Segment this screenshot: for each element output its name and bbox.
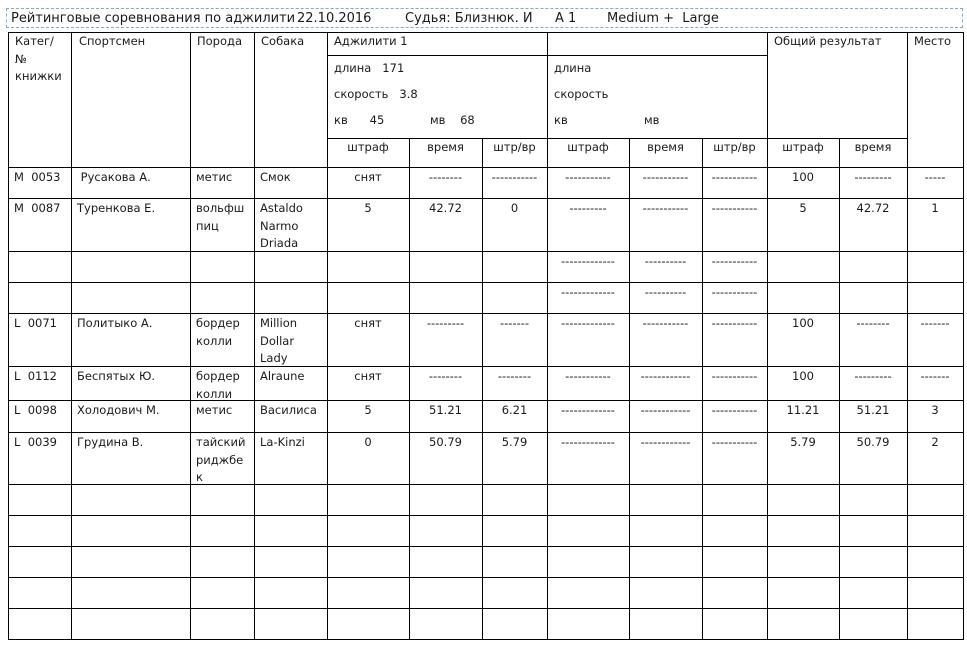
cell-ratio-2: ----------- [711,201,758,215]
cell-breed: вольфш пиц [196,201,245,233]
cell-penalty-2: ------------- [561,316,615,330]
cell-place: ----- [924,170,946,184]
cell-penalty-1: 0 [364,435,372,449]
cell-penalty-2: ------------- [561,403,615,417]
header-breed: Порода [197,34,243,48]
header-penalty-2: штраф [567,140,609,154]
cell-dog: Alraune [260,369,305,383]
cell-category: М 0087 [14,201,61,215]
grid-line [547,32,548,640]
cell-breed: бордер колли [196,369,240,401]
cell-time-1: -------- [428,369,463,383]
cell-penalty-2: --------- [569,201,607,215]
cell-place: ------- [920,316,950,330]
grid-line [8,313,964,314]
header-dog: Собака [261,34,305,48]
cell-time-1: -------- [428,170,463,184]
grid-line [8,167,964,168]
cell-category: L 0039 [14,435,57,449]
grid-line [8,282,964,283]
cell-penalty-1: снят [354,316,382,330]
grid-line [190,32,191,640]
cell-category: L 0112 [14,369,57,383]
header-place: Место [914,34,952,48]
cell-athlete: Русакова А. [77,170,151,184]
cell-category: М 0053 [14,170,61,184]
grid-line [767,32,768,640]
header-time-1: время [427,140,464,154]
grid-line [8,639,964,640]
header-athlete: Спортсмен [79,34,146,48]
header-run2-length: длина [554,61,592,75]
cell-dog: Astaldo Narmo Driada [260,201,303,250]
cell-breed: метис [196,170,233,184]
grid-line [8,432,964,433]
header-ratio-1: штр/вр [493,140,536,154]
cell-penalty-1: 5 [364,201,372,215]
cell-athlete: Политыко А. [77,316,153,330]
cell-ratio-1: 5.79 [501,435,528,449]
cell-time-total: 51.21 [856,403,890,417]
grid-line [8,198,964,199]
cell-place: 2 [931,435,939,449]
cell-penalty-total: 5 [799,201,807,215]
grid-line [8,366,964,367]
cell-ratio-2: ----------- [711,316,758,330]
header-run1-title: Аджилити 1 [334,34,408,48]
cell-time-total: --------- [854,369,892,383]
cell-place: ------- [920,369,950,383]
grid-line [8,546,964,547]
grid-line [907,32,908,640]
header-run1-mv: мв 68 [430,113,475,127]
cell-penalty-1: 5 [364,403,372,417]
cell-ratio-1: 6.21 [501,403,528,417]
cell-place: 1 [931,201,939,215]
header-run2-mv: мв [644,113,660,127]
cell-penalty-total: 100 [792,369,814,383]
cell-penalty-total: 100 [792,170,814,184]
cell-penalty-1: снят [354,170,382,184]
cell-breed: бордер колли [196,316,240,348]
cell-ratio-2: ----------- [711,435,758,449]
cell-time-2: ----------- [642,316,689,330]
cell-time-2: ------------ [640,403,691,417]
cell-athlete: Беспятых Ю. [77,369,156,383]
grid-line [8,32,9,640]
cell-athlete: Холодович М. [77,403,160,417]
cell-penalty-total: 5.79 [790,435,816,449]
cell-time-1: 51.21 [429,403,462,417]
grid-line [8,515,964,516]
judge-name: Судья: Близнюк. И [405,11,533,26]
grid-line [8,400,964,401]
cell-time-total: 50.79 [856,435,890,449]
cell-penalty-2: ------------- [561,285,615,299]
cell-time-1: 42.72 [429,201,462,215]
header-run1-kv: кв 45 [334,113,385,127]
header-penalty-total: штраф [782,140,824,154]
cell-ratio-2: ----------- [711,170,758,184]
cell-dog: Смок [260,170,291,184]
cell-time-1: --------- [426,316,465,330]
cell-dog: Million Dollar Lady [260,316,298,365]
cell-place: 3 [931,403,939,417]
cell-time-2: ---------- [644,254,687,268]
cell-breed: метис [196,403,233,417]
cell-time-total: -------- [856,316,890,330]
cell-ratio-2: ----------- [711,369,758,383]
grid-line [254,32,255,640]
competition-class: А 1 [555,11,577,26]
cell-penalty-2: ----------- [565,369,611,383]
cell-ratio-1: 0 [510,201,519,215]
grid-line [8,251,964,252]
cell-breed: тайский риджбе к [196,435,246,484]
cell-category: L 0098 [14,403,57,417]
cell-time-2: ------------ [640,369,691,383]
cell-time-total: 42.72 [856,201,890,215]
cell-ratio-1: ----------- [491,170,538,184]
header-run1-length: длина 171 [334,61,405,75]
grid-line [327,32,328,640]
header-run2-speed: скорость [554,87,609,101]
grid-line [963,32,964,640]
header-ratio-2: штр/вр [713,140,756,154]
cell-category: L 0071 [14,316,57,330]
cell-time-2: ----------- [642,170,689,184]
cell-time-2: ------------ [640,435,691,449]
cell-ratio-1: ------- [499,316,530,330]
cell-penalty-1: снят [354,369,382,383]
cell-time-total: --------- [854,170,892,184]
cell-ratio-1: -------- [497,369,532,383]
cell-dog: La-Kinzi [260,435,305,449]
header-run2-kv: кв [554,113,568,127]
cell-time-1: 50.79 [429,435,462,449]
cell-athlete: Грудина В. [77,435,144,449]
grid-line [8,608,964,609]
header-time-total: время [854,140,892,154]
grid-line [71,32,72,640]
cell-time-2: ----------- [642,201,689,215]
cell-penalty-2: ------------- [561,435,615,449]
header-penalty-1: штраф [347,140,389,154]
cell-ratio-2: ----------- [711,254,758,268]
cell-penalty-2: ------------- [561,254,615,268]
cell-time-2: ---------- [644,285,687,299]
cell-dog: Василиса [260,403,317,417]
cell-athlete: Туренкова Е. [77,201,156,215]
header-run1-speed: скорость 3.8 [334,87,418,101]
header-overall: Общий результат [774,34,882,48]
cell-ratio-2: ----------- [711,285,758,299]
cell-penalty-total: 11.21 [786,403,820,417]
header-time-2: время [647,140,684,154]
cell-ratio-2: ----------- [711,403,758,417]
grid-line [8,484,964,485]
cell-penalty-total: 100 [792,316,814,330]
grid-line [8,577,964,578]
cell-penalty-2: ----------- [565,170,611,184]
header-category: Катег/ № книжки [15,34,62,83]
competition-date: 22.10.2016 [297,11,372,26]
competition-title: Рейтинговые соревнования по аджилити [11,11,296,26]
size-category: Medium + Large [607,11,719,26]
